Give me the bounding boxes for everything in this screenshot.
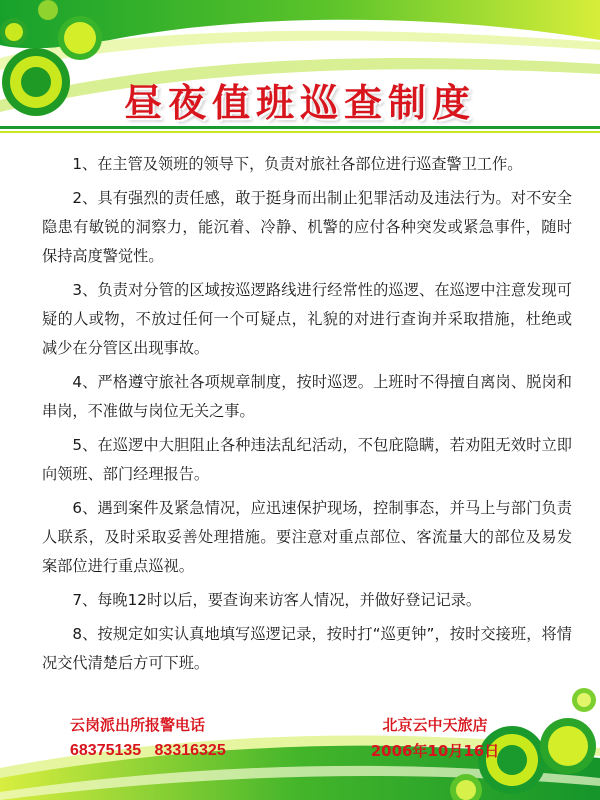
rule-item: 3、负责对分管的区域按巡逻路线进行经常性的巡逻、在巡逻中注意发现可疑的人或物，不放过任何一个可疑点，礼貌的对进行查询并采取措施，杜绝或减少在分管区出现事故。 <box>42 281 572 357</box>
rule-item: 4、严格遵守旅社各项规章制度，按时巡逻。上班时不得擅自离岗、脱岗和串岗，不准做与岗位无关之事。 <box>42 373 572 420</box>
rule-item: 5、在巡逻中大胆阻止各种违法乱纪活动，不包庇隐瞒，若劝阻无效时立即向领班、部门经理报告。 <box>42 436 572 483</box>
police-label: 云岗派出所报警电话 <box>70 716 206 734</box>
hotel-name: 北京云中天旅店 <box>382 716 488 734</box>
rule-item: 8、按规定如实认真地填写巡逻记录，按时打“巡更钟”，按时交接班，将情况交代清楚后方可下班。 <box>42 625 572 672</box>
rule-item: 2、具有强烈的责任感，敢于挺身而出制止犯罪活动及违法行为。对不安全隐患有敏锐的洞察力，能沉着、冷静、机警的应付各种突发或紧急事件，随时保持高度警觉性。 <box>42 189 572 265</box>
hotel-signature <box>360 712 510 764</box>
police-contact <box>70 712 226 764</box>
poster-title: 昼夜值班巡查制度 <box>123 80 476 125</box>
rules-list <box>42 150 572 683</box>
rule-item: 7、每晚12时以后，要查询来访客人情况，并做好登记记录。 <box>72 591 482 609</box>
issue-date: 2006年10月16日 <box>370 742 500 760</box>
rule-item: 1、在主管及领班的领导下，负责对旅社各部位进行巡查警卫工作。 <box>72 155 523 173</box>
header-line-accent <box>0 131 600 133</box>
police-phone-numbers: 68375135 83316325 <box>70 742 226 759</box>
rule-item: 6、遇到案件及紧急情况，应迅速保护现场，控制事态，并马上与部门负责人联系，及时采取妥善处理措施。要注意对重点部位、客流量大的部位及易发案部位进行重点巡视。 <box>42 499 572 575</box>
